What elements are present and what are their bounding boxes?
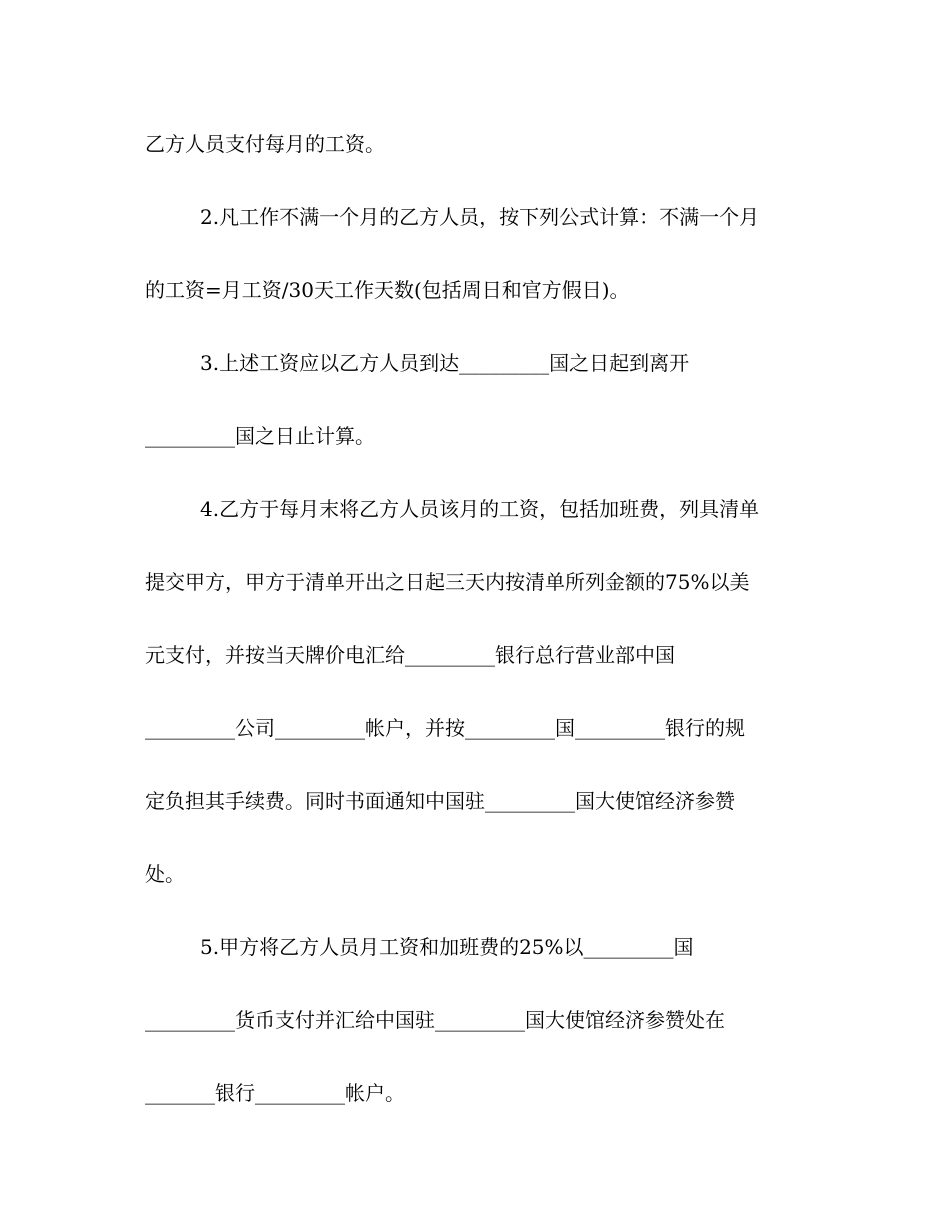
paragraph-4-line-3: 元支付，并按当天牌价电汇给_________银行总行营业部中国: [145, 643, 675, 667]
paragraph-5-line-2: _________货币支付并汇给中国驻_________国大使馆经济参赞处在: [145, 1008, 725, 1032]
paragraph-3-line-2: _________国之日止计算。: [145, 424, 375, 448]
paragraph-4-line-5: 定负担其手续费。同时书面通知中国驻_________国大使馆经济参赞: [145, 789, 735, 813]
paragraph-5-line-1: 5.甲方将乙方人员月工资和加班费的25%以_________国: [200, 935, 694, 959]
paragraph-5-line-3: _______银行_________帐户。: [145, 1081, 405, 1105]
paragraph-4-line-4: _________公司_________帐户，并按_________国_________银行的规: [145, 716, 745, 740]
paragraph-4-line-1: 4.乙方于每月末将乙方人员该月的工资，包括加班费，列具清单: [200, 497, 760, 521]
paragraph-2-line-1: 2.凡工作不满一个月的乙方人员，按下列公式计算：不满一个月: [200, 205, 760, 229]
paragraph-4-line-2: 提交甲方，甲方于清单开出之日起三天内按清单所列金额的75%以美: [145, 570, 750, 594]
text-line-1: 乙方人员支付每月的工资。: [145, 132, 385, 156]
paragraph-4-line-6: 处。: [145, 862, 185, 886]
paragraph-2-line-2: 的工资=月工资/30天工作天数(包括周日和官方假日)。: [145, 278, 630, 302]
paragraph-3-line-1: 3.上述工资应以乙方人员到达_________国之日起到离开: [200, 351, 690, 375]
